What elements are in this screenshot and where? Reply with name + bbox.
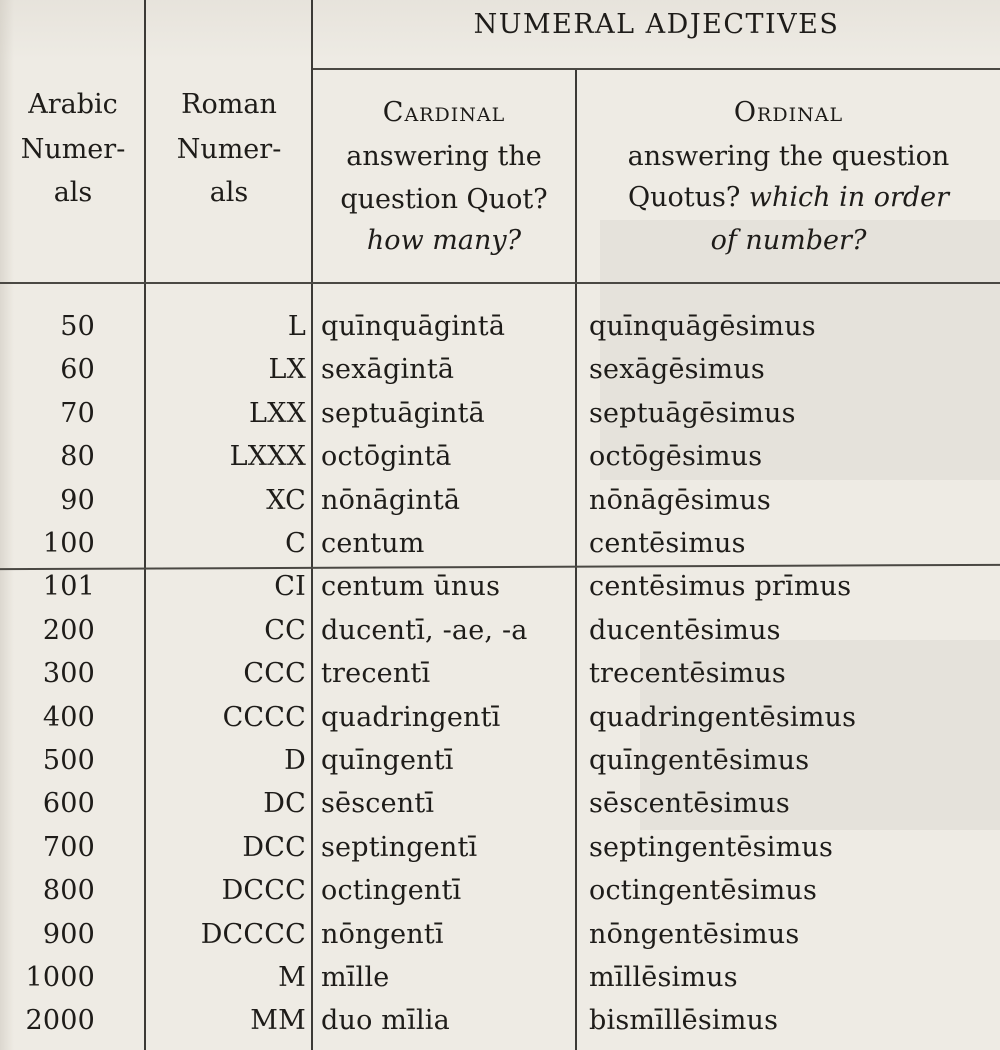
roman-numeral-cell: MM <box>250 1005 306 1036</box>
arabic-numeral-cell: 50 <box>60 311 95 342</box>
ordinal-cell: mīllēsimus <box>589 962 738 993</box>
arabic-numeral-cell: 700 <box>42 832 95 863</box>
ordinal-cell: ducentēsimus <box>589 615 781 646</box>
roman-numeral-cell: CCC <box>243 658 306 689</box>
ordinal-cell: nōngentēsimus <box>589 919 800 950</box>
ordinal-cell: quadringentēsimus <box>589 702 857 733</box>
arabic-numeral-cell: 600 <box>42 788 95 819</box>
roman-numeral-cell: C <box>285 528 306 559</box>
arabic-header-line: Arabic <box>28 89 118 120</box>
cardinal-cell: octingentī <box>321 875 462 906</box>
roman-numeral-cell: LX <box>268 354 306 385</box>
arabic-numeral-cell: 400 <box>42 702 95 733</box>
cardinal-desc-italic: how many? <box>366 225 522 256</box>
ordinal-desc-italic-line: of number? <box>710 225 867 256</box>
arabic-numeral-cell: 70 <box>60 398 95 429</box>
row-divider-rule <box>0 564 1000 570</box>
arabic-numeral-cell: 300 <box>42 658 95 689</box>
ordinal-cell: octōgēsimus <box>589 441 763 472</box>
roman-numeral-cell: LXX <box>249 398 306 429</box>
cardinal-cell: trecentī <box>321 658 431 689</box>
roman-numeral-cell: CC <box>264 615 306 646</box>
cardinal-cell: mīlle <box>321 962 390 993</box>
cardinal-desc-line: answering the <box>346 141 542 172</box>
arabic-numeral-cell: 80 <box>60 441 95 472</box>
cardinal-cell: sēscentī <box>321 788 435 819</box>
numeral-adjectives-heading: NUMERAL ADJECTIVES <box>473 9 840 40</box>
ordinal-desc-line <box>577 175 1000 220</box>
arabic-header-line: als <box>53 177 93 208</box>
roman-header-line: Numer- <box>176 134 282 165</box>
roman-header-line: Roman <box>181 89 277 120</box>
ordinal-cell: quīngentēsimus <box>589 745 810 776</box>
cardinal-cell: sexāgintā <box>321 354 455 385</box>
roman-numeral-cell: DC <box>263 788 306 819</box>
cardinal-cell: septuāgintā <box>321 398 485 429</box>
ordinal-cell: sēscentēsimus <box>589 788 790 819</box>
arabic-numeral-cell: 2000 <box>25 1005 95 1036</box>
ordinal-title: Ordinal <box>733 97 844 128</box>
roman-numeral-cell: DCC <box>242 832 306 863</box>
arabic-numeral-cell: 100 <box>42 528 95 559</box>
ordinal-cell: trecentēsimus <box>589 658 786 689</box>
ordinal-desc-line: answering the question <box>627 141 950 172</box>
roman-numeral-cell: CI <box>274 571 306 602</box>
arabic-numeral-cell: 900 <box>42 919 95 950</box>
ordinal-cell: sexāgēsimus <box>589 354 765 385</box>
arabic-numeral-cell: 90 <box>60 485 95 516</box>
cardinal-cell: nōnāgintā <box>321 485 461 516</box>
cardinal-cell: quīngentī <box>321 745 454 776</box>
ordinal-cell: centēsimus <box>589 528 746 559</box>
arabic-header-line: Numer- <box>20 134 126 165</box>
cardinal-desc-line: question Quot? <box>340 184 548 215</box>
cardinal-cell: quīnquāgintā <box>321 311 506 342</box>
cardinal-cell: centum <box>321 528 425 559</box>
roman-numeral-cell: XC <box>266 485 306 516</box>
roman-numeral-cell: D <box>284 745 306 776</box>
cardinal-cell: ducentī, -ae, -a <box>321 615 528 646</box>
header-bottom-rule <box>0 282 1000 284</box>
ordinal-cell: octingentēsimus <box>589 875 818 906</box>
ordinal-cell: septuāgēsimus <box>589 398 796 429</box>
cardinal-cell: centum ūnus <box>321 571 501 602</box>
arabic-numeral-cell: 101 <box>42 571 95 602</box>
roman-numeral-cell: LXXX <box>229 441 306 472</box>
roman-numeral-cell: DCCC <box>221 875 306 906</box>
ordinal-desc-quotus: Quotus? <box>627 182 741 213</box>
cardinal-cell: septingentī <box>321 832 478 863</box>
ordinal-cell: nōnāgēsimus <box>589 485 771 516</box>
arabic-numeral-cell: 200 <box>42 615 95 646</box>
roman-numeral-cell: CCCC <box>222 702 306 733</box>
cardinal-cell: octōgintā <box>321 441 452 472</box>
cardinal-cell: nōngentī <box>321 919 444 950</box>
roman-numeral-cell: DCCCC <box>200 919 306 950</box>
roman-numeral-cell: L <box>287 311 306 342</box>
ordinal-cell: quīnquāgēsimus <box>589 311 816 342</box>
arabic-numeral-cell: 500 <box>42 745 95 776</box>
cardinal-cell: duo mīlia <box>321 1005 450 1036</box>
arabic-numeral-cell: 800 <box>42 875 95 906</box>
ordinal-cell: centēsimus prīmus <box>589 571 852 602</box>
ordinal-cell: septingentēsimus <box>589 832 834 863</box>
group-header-rule <box>313 68 1000 70</box>
roman-header-line: als <box>209 177 249 208</box>
arabic-numeral-cell: 60 <box>60 354 95 385</box>
roman-numeral-cell: M <box>278 962 306 993</box>
ordinal-cell: bismīllēsimus <box>589 1005 779 1036</box>
ordinal-desc-italic: which in order <box>748 182 950 213</box>
arabic-numeral-cell: 1000 <box>25 962 95 993</box>
cardinal-title: Cardinal <box>382 97 506 128</box>
cardinal-cell: quadringentī <box>321 702 501 733</box>
